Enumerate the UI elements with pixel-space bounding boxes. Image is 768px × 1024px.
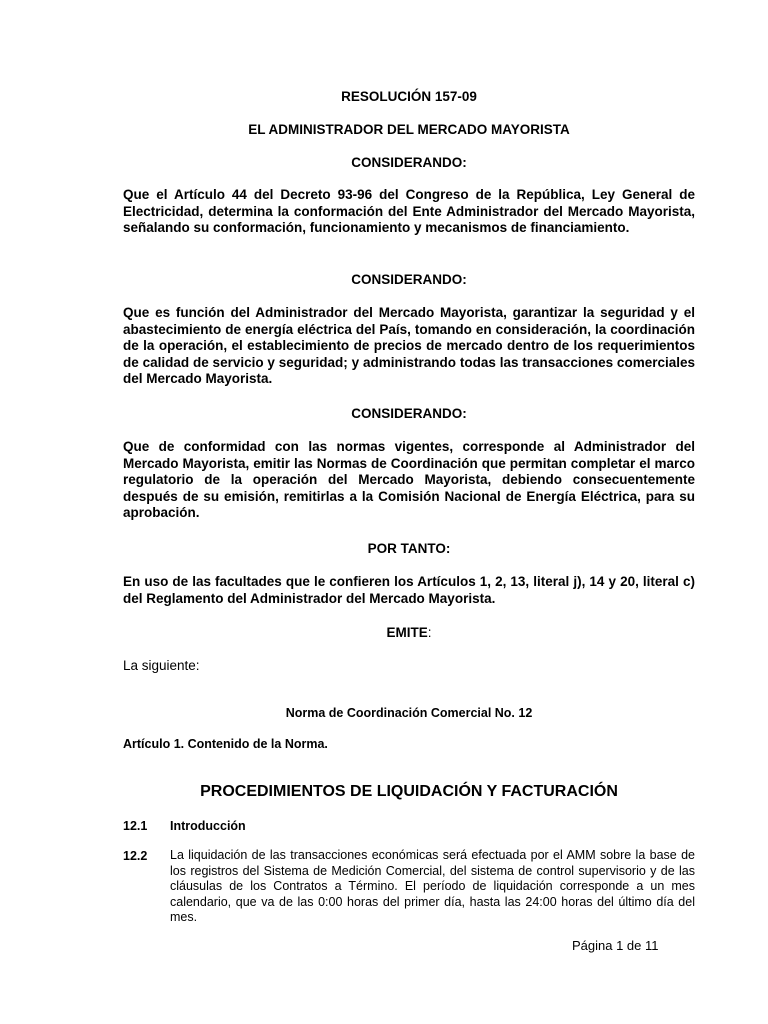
section-number-12-1: 12.1 — [123, 819, 148, 833]
main-heading: PROCEDIMIENTOS DE LIQUIDACIÓN Y FACTURACIÓN — [200, 783, 618, 800]
section-number-12-2: 12.2 — [123, 849, 148, 863]
norma-title: Norma de Coordinación Comercial No. 12 — [285, 706, 533, 720]
por-tanto-heading: POR TANTO: — [367, 541, 451, 556]
considerando-heading-2: CONSIDERANDO: — [351, 272, 467, 287]
considerando-heading-3: CONSIDERANDO: — [351, 406, 467, 421]
emite-colon: : — [427, 625, 432, 640]
considerando-heading-1: CONSIDERANDO: — [351, 155, 467, 170]
paragraph-2: Que es función del Administrador del Mercado Mayorista, garantizar la seguridad y el abastecimiento de energía eléctrica del País, tomando en consideración, la coordinación de la operación, el establecimiento de precios de mercado dentro de los requerimientos de calidad de servicio y seguridad; y administrando todas las transacciones comerciales del Mercado Mayorista. — [123, 305, 695, 386]
page-footer: Página 1 de 11 — [572, 938, 659, 953]
articulo-1-heading: Artículo 1. Contenido de la Norma. — [123, 737, 328, 751]
section-title-12-1: Introducción — [170, 819, 246, 833]
issuer-heading: EL ADMINISTRADOR DEL MERCADO MAYORISTA — [248, 122, 570, 137]
resolution-title: RESOLUCIÓN 157-09 — [341, 89, 477, 104]
la-siguiente-text: La siguiente: — [123, 658, 200, 673]
paragraph-4: En uso de las facultades que le confieren los Artículos 1, 2, 13, literal j), 14 y 20, literal c) del Reglamento del Administrador del Mercado Mayorista. — [123, 574, 695, 606]
emite-heading — [123, 625, 695, 640]
emite-label: EMITE — [386, 625, 428, 640]
section-text-12-2: La liquidación de las transacciones económicas será efectuada por el AMM sobre la base de los registros del Sistema de Medición Comercial, del sistema de control supervisorio y de las cláusulas de los Contratos a Término. El período de liquidación corresponde a un mes calendario, que va de las 0:00 horas del primer día, hasta las 24:00 horas del último día del mes. — [170, 848, 695, 924]
paragraph-1: Que el Artículo 44 del Decreto 93-96 del Congreso de la República, Ley General de Electricidad, determina la conformación del Ente Administrador del Mercado Mayorista, señalando su conformación, funcionamiento y mecanismos de financiamiento. — [123, 187, 695, 235]
paragraph-3: Que de conformidad con las normas vigentes, corresponde al Administrador del Mercado Mayorista, emitir las Normas de Coordinación que permitan completar el marco regulatorio de la operación del Mercado Mayorista, debiendo consecuentemente después de su emisión, remitirlas a la Comisión Nacional de Energía Eléctrica, para su aprobación. — [123, 439, 695, 520]
